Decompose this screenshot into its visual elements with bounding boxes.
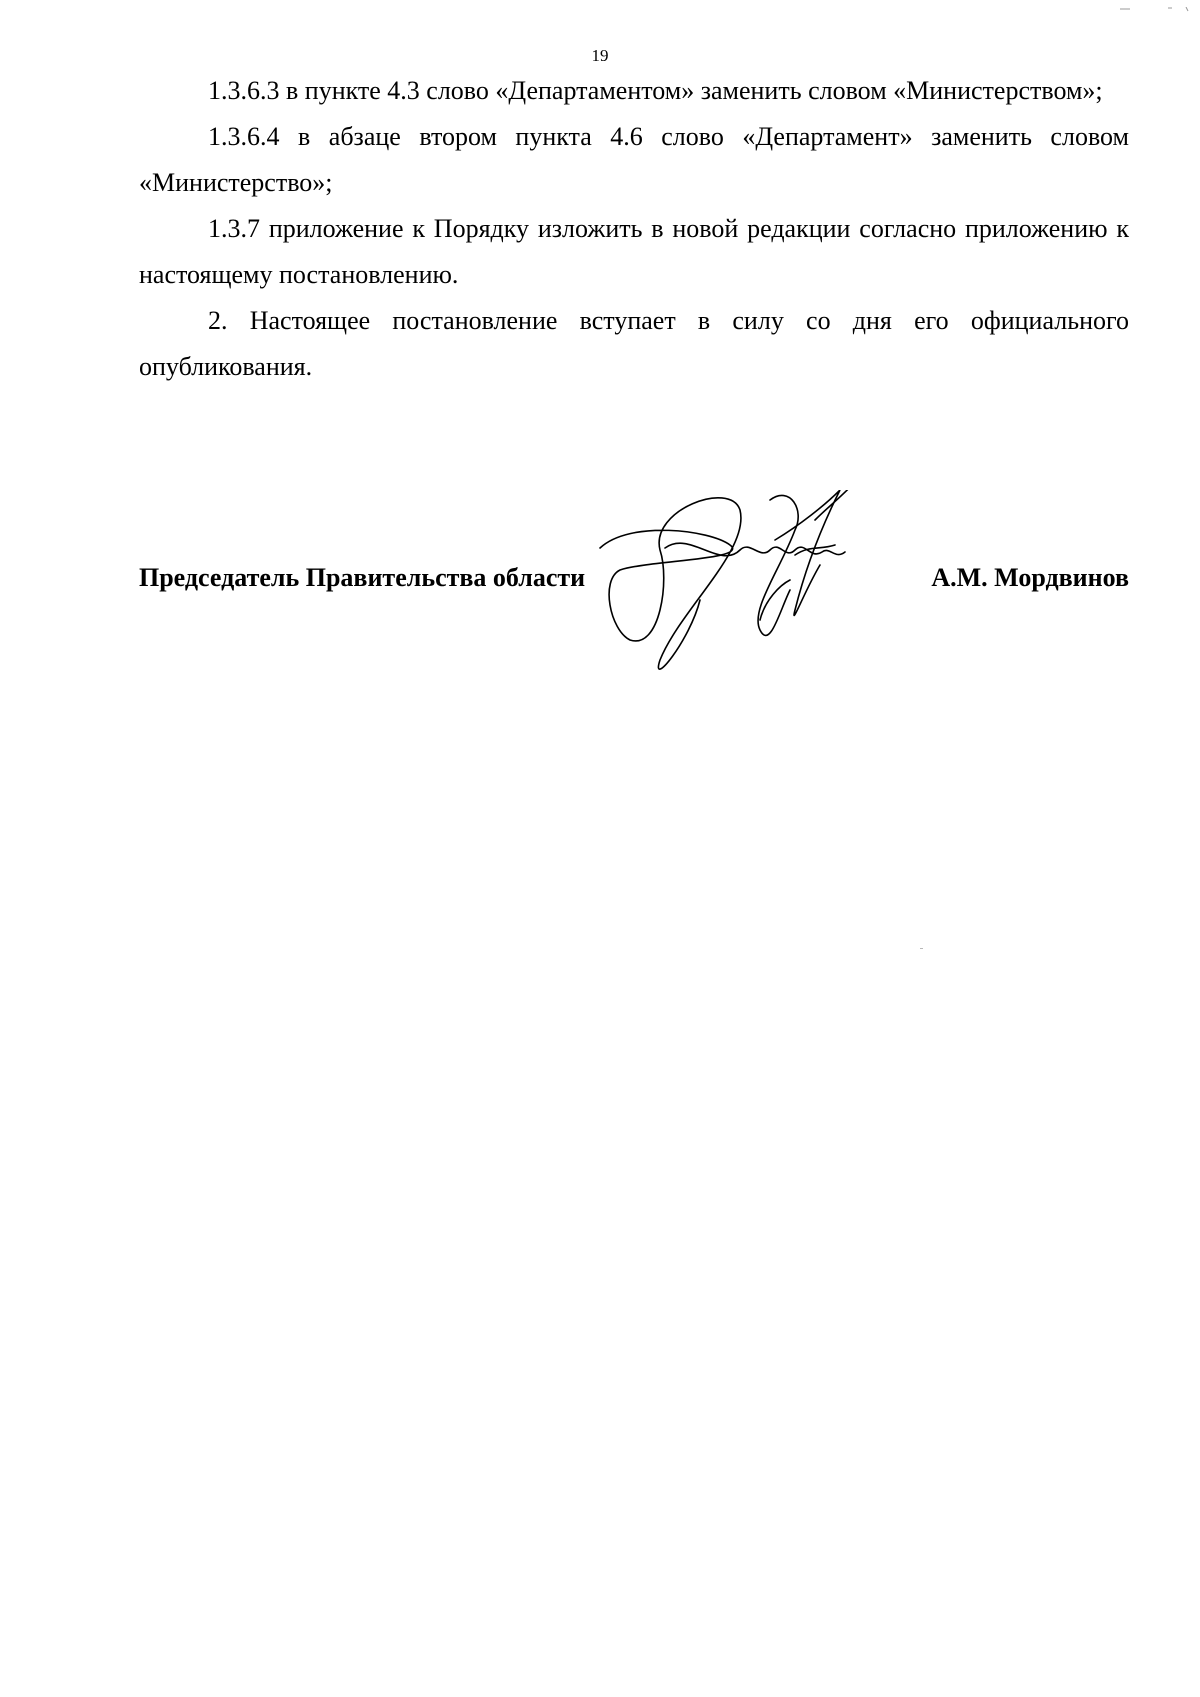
- signer-position: Председатель Правительства области: [139, 563, 586, 592]
- scan-corner-mark: [1120, 0, 1190, 6]
- scan-speck: [920, 948, 923, 949]
- signer-name: А.М. Мордвинов: [931, 563, 1129, 592]
- document-body: [139, 68, 1129, 390]
- paragraph-1-3-6-3: 1.3.6.3 в пункте 4.3 слово «Департаментом» заменить словом «Министерством»;: [208, 76, 1103, 105]
- signature-block: [139, 558, 1129, 598]
- paragraph-2: 2. Настоящее постановление вступает в силу со дня его официального опубликования.: [139, 306, 1129, 381]
- paragraph-1-3-7: 1.3.7 приложение к Порядку изложить в новой редакции согласно приложению к настоящему постановлению.: [139, 214, 1129, 289]
- page-number: 19: [591, 46, 609, 65]
- paragraph-1-3-6-4: 1.3.6.4 в абзаце втором пункта 4.6 слово «Департамент» заменить словом «Министерство»;: [139, 122, 1129, 197]
